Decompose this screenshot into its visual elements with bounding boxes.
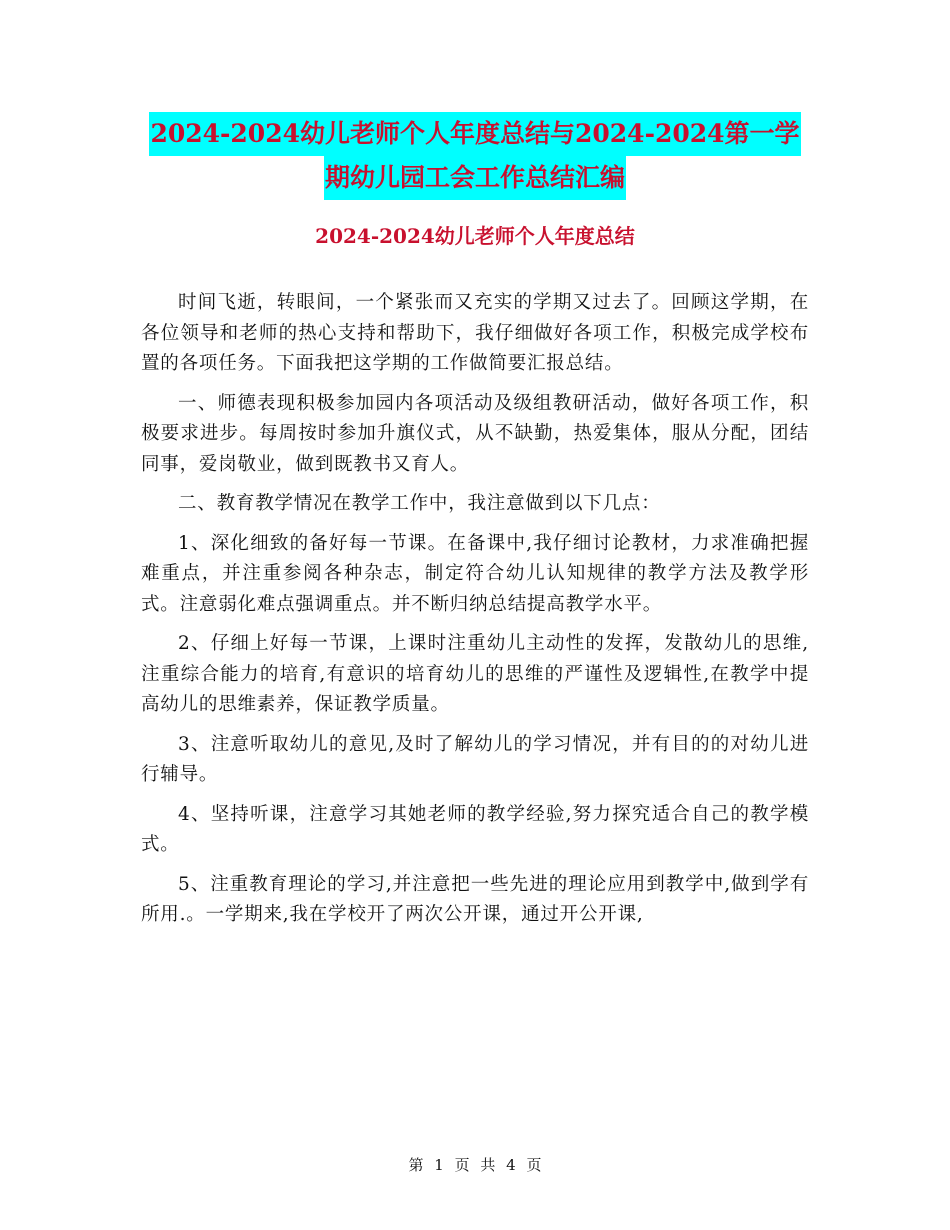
paragraph-teaching-heading: 二、教育教学情况在教学工作中，我注意做到以下几点： — [178, 493, 661, 514]
document-title — [0, 112, 950, 200]
paragraph-item-3: 3、注意听取幼儿的意见,及时了解幼儿的学习情况，并有目的的对幼儿进行辅导。 — [141, 733, 809, 785]
paragraph-ethics: 一、师德表现积极参加园内各项活动及级组教研活动，做好各项工作，积极要求进步。每周按时参加升旗仪式，从不缺勤，热爱集体，服从分配，团结同事，爱岗敬业，做到既教书又育人。 — [141, 392, 809, 475]
paragraph-item-5: 5、注重教育理论的学习,并注意把一些先进的理论应用到教学中,做到学有所用.。一学期来,我在学校开了两次公开课，通过开公开课, — [141, 873, 809, 925]
section-title: 2024-2024幼儿老师个人年度总结 — [315, 224, 635, 248]
page-footer: 第 1 页 共 4 页 — [408, 1156, 542, 1174]
document-body — [141, 288, 809, 940]
paragraph-item-2: 2、仔细上好每一节课，上课时注重幼儿主动性的发挥，发散幼儿的思维,注重综合能力的培育,有意识的培育幼儿的思维的严谨性及逻辑性,在教学中提高幼儿的思维素养，保证教学质量。 — [141, 633, 809, 715]
document-title-line-1: 2024-2024幼儿老师个人年度总结与2024-2024第一学 — [149, 112, 800, 156]
paragraph-item-4: 4、坚持听课，注意学习其她老师的教学经验,努力探究适合自己的教学模式。 — [141, 803, 809, 855]
paragraph-intro: 时间飞逝，转眼间，一个紧张而又充实的学期又过去了。回顾这学期，在各位领导和老师的热心支持和帮助下，我仔细做好各项工作，积极完成学校布置的各项任务。下面我把这学期的工作做简要汇报总结。 — [141, 292, 809, 374]
paragraph-item-1: 1、深化细致的备好每一节课。在备课中,我仔细讨论教材，力求准确把握难重点，并注重参阅各种杂志，制定符合幼儿认知规律的教学方法及教学形式。注意弱化难点强调重点。并不断归纳总结提高教学水平。 — [141, 532, 809, 615]
document-title-line-2: 期幼儿园工会工作总结汇编 — [324, 156, 626, 200]
